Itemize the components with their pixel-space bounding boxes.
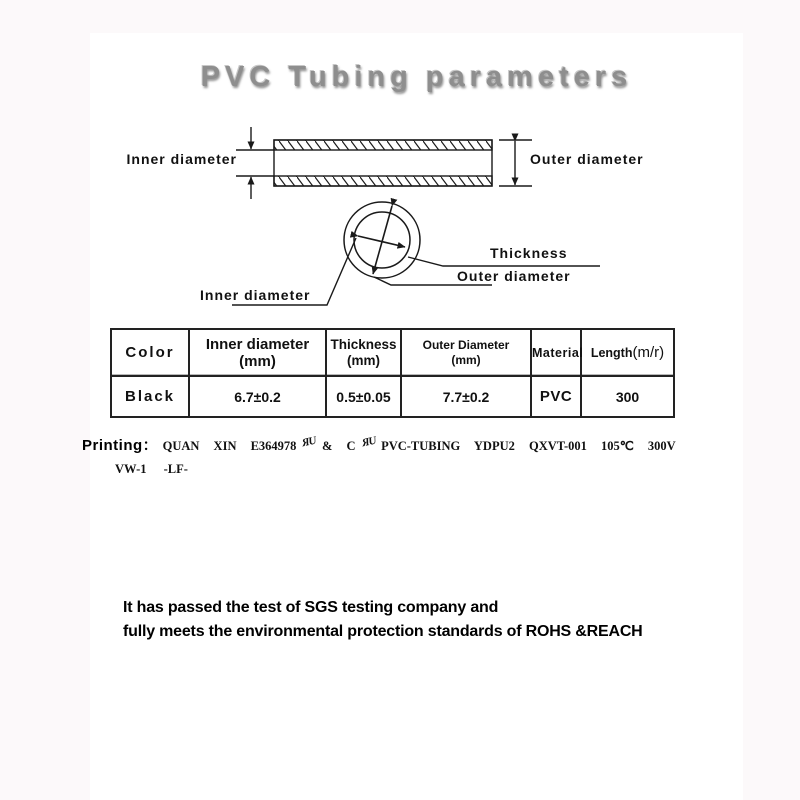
printing-line-2: VW-1 -LF- xyxy=(115,462,188,476)
cell-inner-diameter: 6.7±0.2 xyxy=(189,376,326,417)
tube-side-view xyxy=(236,127,532,199)
page-title: PVC Tubing parameters xyxy=(200,61,633,93)
header-material: Material xyxy=(531,329,581,376)
side-view-inner-diameter-label: Inner diameter xyxy=(126,151,237,167)
table-row xyxy=(111,376,674,417)
document-page xyxy=(82,33,743,800)
cell-outer-diameter: 7.7±0.2 xyxy=(401,376,531,417)
cell-material: PVC xyxy=(531,376,581,417)
certification-statement xyxy=(123,596,723,644)
ul-recognized-icon: ЯU xyxy=(360,434,377,450)
certification-line-2: fully meets the environmental protection standards of ROHS &REACH xyxy=(123,623,643,640)
cell-color: Black xyxy=(111,376,189,417)
outer-diameter-measure xyxy=(499,140,532,186)
header-length: Length(m/r) xyxy=(581,329,674,376)
header-thickness: Thickness (mm) xyxy=(326,329,401,376)
ul-recognized-icon: ЯU xyxy=(301,434,318,450)
cross-section-outer-diameter-label: Outer diameter xyxy=(457,268,571,284)
header-outer-diameter: Outer Diameter (mm) xyxy=(401,329,531,376)
cross-section-thickness-label: Thickness xyxy=(490,245,568,261)
side-view-outer-diameter-label: Outer diameter xyxy=(530,151,644,167)
printing-line xyxy=(82,434,702,455)
tubing-diagram xyxy=(90,33,743,333)
certification-line-1: It has passed the test of SGS testing company and xyxy=(123,599,499,616)
inner-diameter-measure xyxy=(236,127,274,199)
printing-text-2: & C xyxy=(321,439,356,453)
cell-thickness: 0.5±0.05 xyxy=(326,376,401,417)
header-color: Color xyxy=(111,329,189,376)
cross-section-inner-diameter-label: Inner diameter xyxy=(200,287,311,303)
parameters-table xyxy=(110,328,675,418)
table-header-row xyxy=(111,329,674,376)
printing-text-3: PVC-TUBING YDPU2 QXVT-001 105℃ 300V xyxy=(381,439,676,453)
cell-length: 300 xyxy=(581,376,674,417)
printing-label: Printing： xyxy=(82,437,159,454)
printing-text-1: QUAN XIN E364978 xyxy=(162,439,297,453)
header-inner-diameter: Inner diameter (mm) xyxy=(189,329,326,376)
